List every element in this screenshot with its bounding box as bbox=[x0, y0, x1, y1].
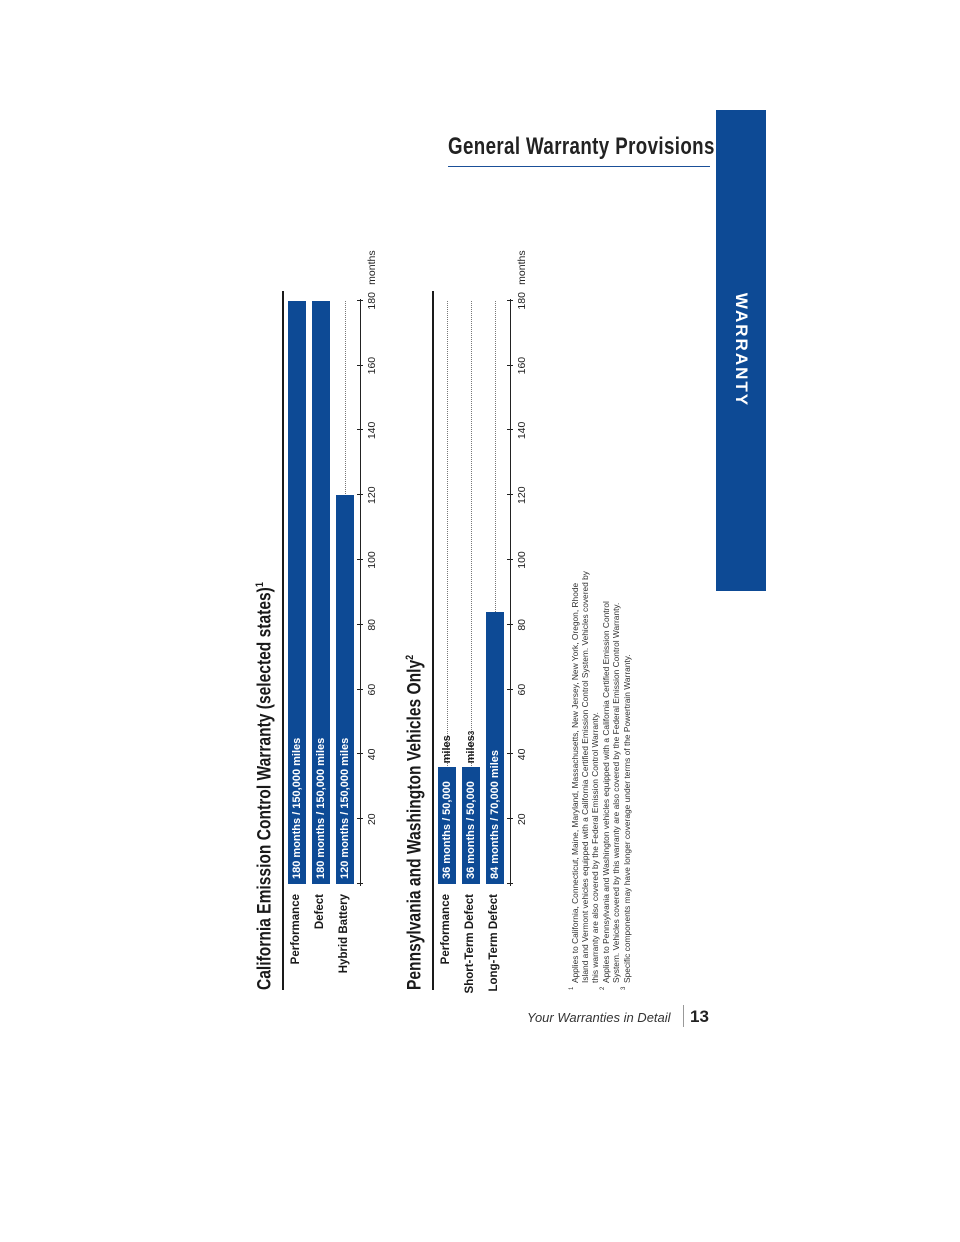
footer-divider bbox=[683, 1005, 684, 1027]
x-tick bbox=[507, 689, 513, 690]
x-tick bbox=[357, 300, 363, 301]
x-tick bbox=[507, 559, 513, 560]
footnote-mark: 1 bbox=[254, 582, 266, 588]
x-axis-unit: months bbox=[366, 250, 378, 285]
x-tick-label: 100 bbox=[366, 551, 378, 569]
bar: 84 months / 70,000 miles bbox=[486, 612, 504, 884]
bar-suffix-label: miles 3 bbox=[465, 730, 477, 764]
row-label: Hybrid Battery bbox=[338, 894, 350, 974]
x-tick bbox=[357, 559, 363, 560]
footer-text: Your Warranties in Detail bbox=[527, 1010, 671, 1025]
footnote-mark: 3 bbox=[621, 986, 627, 990]
x-tick-label: 60 bbox=[366, 683, 378, 696]
footnotes bbox=[570, 570, 633, 990]
bar: 180 months / 150,000 miles bbox=[312, 301, 330, 884]
x-tick-label: 80 bbox=[366, 618, 378, 631]
footnote-mark: 2 bbox=[404, 654, 416, 660]
bar: 120 months / 150,000 miles bbox=[336, 495, 354, 884]
footnote bbox=[570, 570, 600, 990]
section-tab-label: WARRANTY bbox=[732, 292, 751, 408]
row-label: Short-Term Defect bbox=[464, 894, 476, 994]
x-tick-label: 20 bbox=[516, 813, 528, 826]
x-tick-label: 160 bbox=[366, 356, 378, 375]
x-tick-label: 20 bbox=[366, 813, 378, 826]
x-tick bbox=[357, 624, 363, 625]
x-tick bbox=[357, 689, 363, 690]
x-tick-label: 40 bbox=[516, 748, 528, 761]
chart-title-rule bbox=[432, 291, 434, 990]
x-tick-label: 140 bbox=[366, 421, 378, 440]
x-tick bbox=[357, 429, 363, 430]
chart-title: Pennsylvania and Washington Vehicles Only$^2$ bbox=[404, 654, 426, 990]
page-title: General Warranty Provisions bbox=[448, 133, 715, 160]
chart-title: California Emission Control Warranty (selected states)$^1$ bbox=[254, 582, 276, 990]
x-tick bbox=[357, 818, 363, 819]
x-tick bbox=[507, 753, 513, 754]
bar: 36 months / 50,000 bbox=[462, 767, 480, 884]
x-tick bbox=[507, 624, 513, 625]
charts-panel bbox=[248, 250, 632, 994]
x-tick-label: 140 bbox=[516, 421, 528, 440]
row-label: Performance bbox=[440, 894, 452, 965]
x-tick-label: 160 bbox=[516, 356, 528, 375]
footnote-mark: 3 bbox=[466, 730, 476, 736]
x-tick bbox=[357, 883, 363, 884]
x-tick bbox=[507, 883, 513, 884]
bar: 180 months / 150,000 miles bbox=[288, 301, 306, 884]
x-tick bbox=[507, 429, 513, 430]
x-tick-label: 80 bbox=[516, 618, 528, 631]
page-number: 13 bbox=[690, 1007, 709, 1026]
x-tick-label: 120 bbox=[366, 486, 378, 504]
row-label: Defect bbox=[314, 894, 326, 930]
x-tick bbox=[507, 494, 513, 495]
bar: 36 months / 50,000 bbox=[438, 767, 456, 884]
footnote-text: Specific components may have longer coverage under terms of the Powertrain Warranty. bbox=[622, 654, 632, 983]
x-tick bbox=[357, 753, 363, 754]
x-tick-label: 180 bbox=[366, 292, 378, 310]
x-tick-label: 60 bbox=[516, 683, 528, 696]
footnote bbox=[601, 570, 621, 990]
footnote-mark: 2 bbox=[600, 986, 606, 990]
x-tick-label: 120 bbox=[516, 486, 528, 504]
x-tick bbox=[357, 365, 363, 366]
footnote bbox=[622, 570, 632, 990]
row-label: Performance bbox=[290, 894, 302, 965]
x-axis-unit: months bbox=[516, 250, 528, 285]
x-tick-label: 40 bbox=[366, 748, 378, 761]
footnote-text: Applies to California, Connecticut, Maine, Maryland, Massachusetts, New Jersey, New York, Oregon, Rhode Island and Vermont vehicles equipped with a California Certified Emission Control System. Vehicles covered by this warranty are also covered by the Federal Emission Control Warranty. bbox=[570, 571, 600, 983]
x-tick bbox=[507, 300, 513, 301]
footnote-text: Applies to Pennsylvania and Washington vehicles equipped with a California Certified Emission Control System. Vehicles covered by this warranty are also covered by the Federal Emission Control Warranty. bbox=[601, 601, 621, 983]
x-tick bbox=[507, 365, 513, 366]
x-tick-label: 180 bbox=[516, 292, 528, 310]
x-tick-label: 100 bbox=[516, 551, 528, 569]
x-axis bbox=[510, 299, 511, 886]
chart-title-rule bbox=[282, 291, 284, 990]
row-label: Long-Term Defect bbox=[488, 894, 500, 992]
x-axis bbox=[360, 299, 361, 886]
x-tick bbox=[357, 494, 363, 495]
x-tick bbox=[507, 818, 513, 819]
footnote-mark: 1 bbox=[569, 986, 575, 990]
bar-suffix-label: miles bbox=[441, 735, 453, 764]
